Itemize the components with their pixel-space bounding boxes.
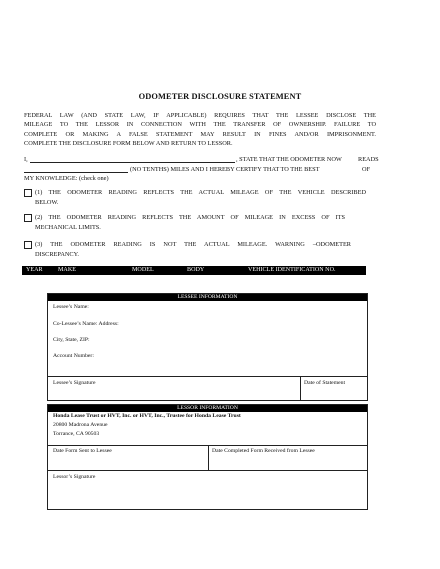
divider — [208, 445, 209, 470]
co-lessee-address-label: Co-Lessee’s Name: Address: — [53, 321, 119, 327]
divider — [300, 376, 301, 400]
option-1-text: (1) THE ODOMETER READING REFLECTS THE ACTUAL MILEAGE OF THE VEHICLE DESCRIBED — [35, 189, 366, 196]
col-make: MAKE — [58, 267, 76, 273]
date-of-statement-label: Date of Statement — [304, 380, 346, 386]
date-form-sent-label: Date Form Sent to Lessee — [53, 448, 112, 454]
intro-line: FEDERAL LAW (AND STATE LAW, IF APPLICABLE) REQUIRES THAT THE LESSEE DISCLOSE THE — [24, 112, 376, 119]
cert-prefix: I, — [24, 156, 28, 163]
col-vin: VEHICLE IDENTIFICATION NO. — [248, 267, 336, 273]
divider — [48, 470, 367, 471]
lessor-info-table — [47, 404, 368, 510]
form-title: ODOMETER DISCLOSURE STATEMENT — [138, 92, 302, 101]
option-3-text-cont: DISCREPANCY. — [35, 250, 79, 258]
date-form-received-label: Date Completed Form Received from Lessee — [212, 448, 315, 454]
option-1-text-cont: BELOW. — [35, 198, 59, 206]
divider — [48, 376, 367, 377]
account-number-label: Account Number: — [53, 353, 94, 359]
option-2-text-cont: MECHANICAL LIMITS. — [35, 223, 101, 231]
vehicle-header-bar — [22, 266, 366, 275]
intro-line: COMPLETE THE DISCLOSURE FORM BELOW AND RETURN TO LESSOR. — [24, 139, 233, 147]
intro-paragraph — [24, 111, 376, 148]
col-year: YEAR — [26, 267, 43, 273]
cert-line3: MY KNOWLEDGE: (check one) — [24, 175, 109, 183]
lessor-address-line1: 20800 Madrona Avenue — [53, 422, 108, 428]
option-1-checkbox[interactable] — [24, 189, 32, 197]
city-state-zip-label: City, State, ZIP: — [53, 337, 90, 343]
option-2-text: (2) THE ODOMETER READING REFLECTS THE AMOUNT OF MILEAGE IN EXCESS OF ITS — [35, 214, 345, 221]
certification-block — [24, 155, 384, 184]
lessee-signature-label: Lessee’s Signature — [53, 380, 96, 386]
mileage-line[interactable] — [24, 166, 128, 173]
col-model: MODEL — [132, 267, 154, 273]
cert-mid: , STATE THAT THE ODOMETER NOW — [236, 156, 342, 163]
lessor-company: Honda Lease Trust or HVT, Inc. or HVT, Inc., Trustee for Honda Lease Trust — [53, 413, 241, 419]
col-body: BODY — [187, 267, 205, 273]
option-2-checkbox[interactable] — [24, 214, 32, 222]
lessee-name-label: Lessee’s Name: — [53, 304, 89, 310]
lessor-address-line2: Torrance, CA 90503 — [53, 431, 100, 437]
cert-line2: (NO TENTHS) MILES AND I HEREBY CERTIFY THAT TO THE BEST — [130, 165, 320, 173]
lessor-signature-label: Lessor’s Signature — [53, 474, 96, 480]
lessee-info-header: LESSEE INFORMATION — [48, 294, 367, 301]
option-3-text: (3) THE ODOMETER READING IS NOT THE ACTUAL MILEAGE. WARNING –ODOMETER — [35, 241, 351, 248]
option-3-checkbox[interactable] — [24, 241, 32, 249]
lessor-info-header: LESSOR INFORMATION — [48, 405, 367, 412]
option-1 — [24, 188, 384, 208]
lessee-info-table — [47, 293, 368, 401]
intro-line: COMPLETE OR MAKING A FALSE STATEMENT MAY RESULT IN FINES AND/OR IMPRISONMENT. — [24, 130, 376, 138]
lessee-name-line[interactable] — [30, 156, 235, 163]
cert-of: OF — [362, 165, 371, 173]
intro-line: MILEAGE TO THE LESSOR IN CONNECTION WITH THE TRANSFER OF OWNERSHIP. FAILURE TO — [24, 121, 376, 129]
option-3 — [24, 240, 384, 260]
cert-reads: READS — [358, 156, 379, 163]
option-2 — [24, 213, 384, 233]
